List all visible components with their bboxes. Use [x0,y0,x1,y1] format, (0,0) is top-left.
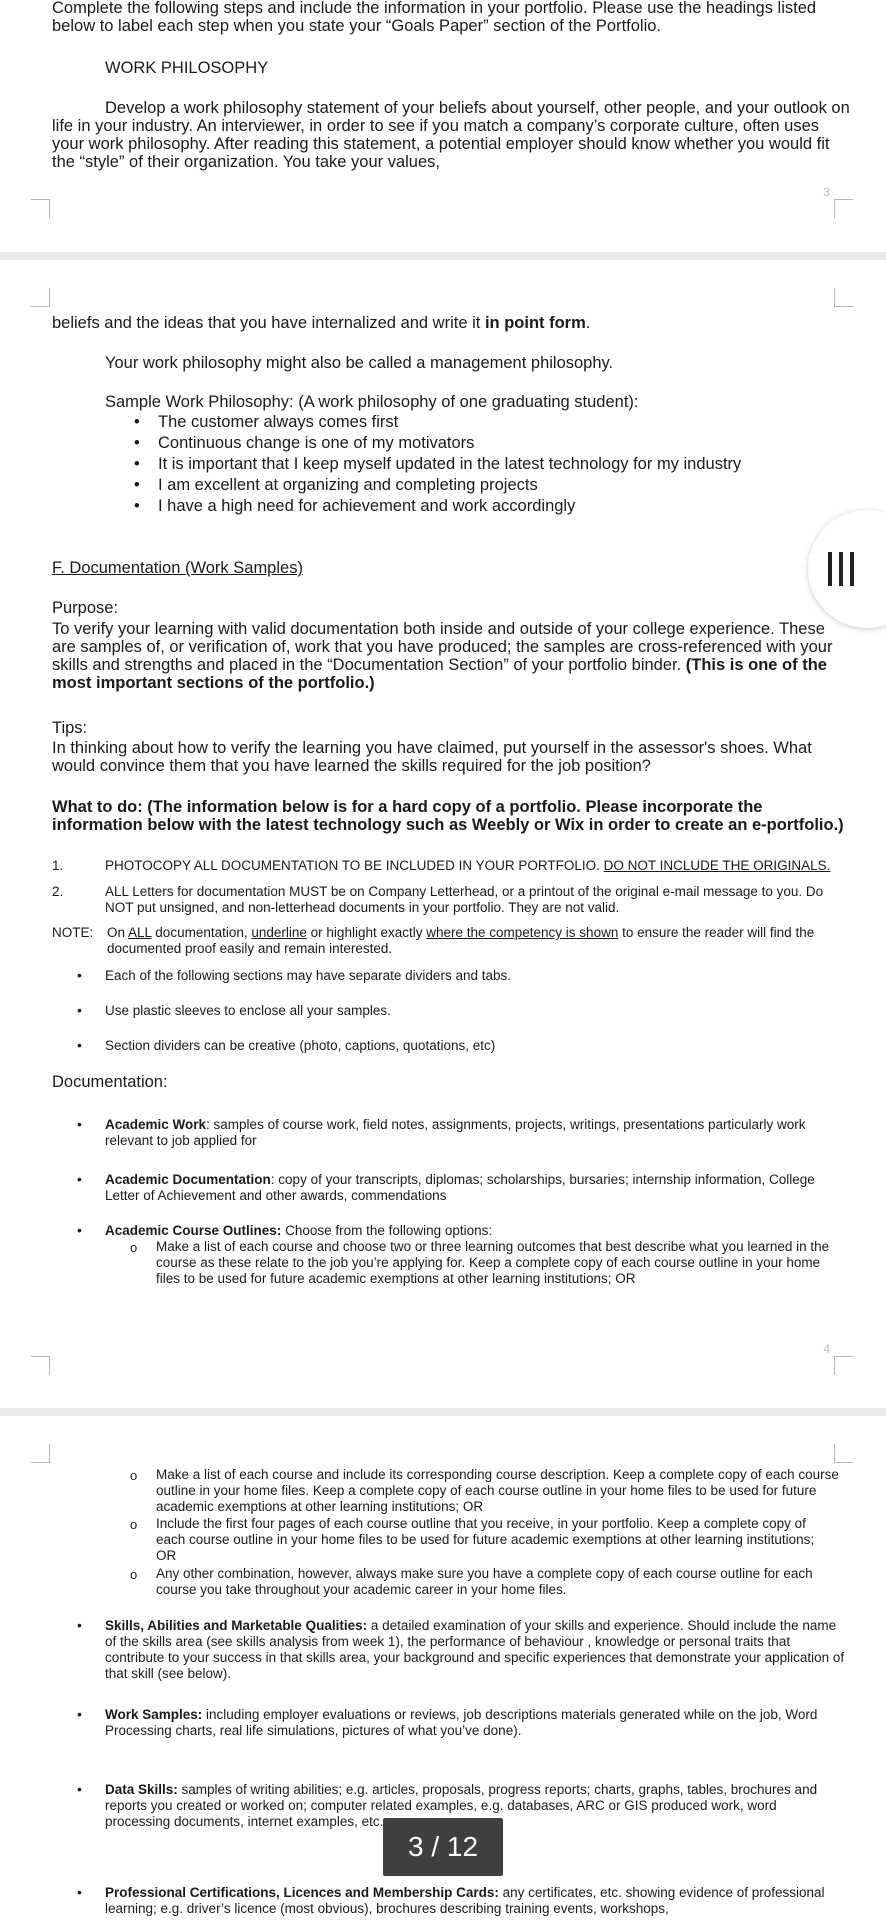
crop-mark [31,1356,50,1375]
step-1-number: 1. [52,858,64,873]
documentation-heading: Documentation: [52,1073,168,1091]
course-outline-option: Any other combination, however, always make sure you have a complete copy of each course outline for each course you take throughout your academic career in your home files. [156,1566,813,1597]
list-item: • Continuous change is one of my motivators [158,433,741,454]
doc-item-data-skills: Data Skills: samples of writing abilities; e.g. articles, proposals, progress reports; charts, graphs, tables, brochures and reports you created or worked on; computer related examples, e.g. databases, ARC or GIS produced work, word processing documents, internet examples, etc. [105,1782,818,1829]
continuation-text: beliefs and the ideas that you have internalized and write it in point form. [52,314,591,332]
purpose-paragraph: To verify your learning with valid documentation both inside and outside of your college experience. These are samples of, or verification of, work that you have produced; the samples are cross-referenced with your skills and strengths and placed in the “Documentation Section” of your portfolio binder. (This is one of the most important sections of the portfolio.) [52,620,833,692]
list-item: • I am excellent at organizing and completing projects [158,475,741,496]
note-text: On ALL documentation, underline or highlight exactly where the competency is shown to ensure the reader will find the documented proof easily and remain interested. [107,925,815,956]
page-number: 4 [823,1342,830,1356]
work-philosophy-paragraph: Develop a work philosophy statement of your beliefs about yourself, other people, and your outlook on life in your industry. An interviewer, in order to see if you match a company’s corporate culture, often uses your work philosophy. After reading this statement, a potential employer should know whether you would fit the “style” of their organization. You take your values, [52,99,850,171]
tip-bullet: Section dividers can be creative (photo, captions, quotations, etc) [105,1038,496,1053]
step-2-text: ALL Letters for documentation MUST be on Company Letterhead, or a printout of the original e-mail message to you. Do NOT put unsigned, and non-letterhead documents in your portfolio. They are not valid. [105,884,824,915]
step-1-text: PHOTOCOPY ALL DOCUMENTATION TO BE INCLUDED IN YOUR PORTFOLIO. DO NOT INCLUDE THE ORIGINALS. [105,858,831,873]
tips-paragraph: In thinking about how to verify the learning you have claimed, put yourself in the assessor's shoes. What would convince them that you have learned the skills required for the job position? [52,739,812,775]
crop-mark [31,1444,50,1463]
course-outline-option: Make a list of each course and include its corresponding course description. Keep a complete copy of each course outline in your home files. Keep a complete copy of each course outline in your home files to be used for future academic exemptions at other learning institutions; OR [156,1467,839,1514]
tip-bullet: Each of the following sections may have separate dividers and tabs. [105,968,511,983]
what-to-do-paragraph: What to do: (The information below is for a hard copy of a portfolio. Please incorporate the information below with the latest technology such as Weebly or Wix in order to create an e-portfolio.) [52,798,844,834]
management-philosophy-text: Your work philosophy might also be called a management philosophy. [105,354,614,372]
crop-mark [31,288,50,307]
doc-item-course-outlines: Academic Course Outlines: Choose from the following options: [105,1223,493,1238]
page-indicator[interactable]: 3 / 12 [383,1818,503,1876]
doc-item-academic-work: Academic Work: samples of course work, field notes, assignments, projects, writings, presentations particularly work relevant to job applied for [105,1117,806,1148]
sample-philosophy-list [158,412,741,517]
hamburger-menu-icon [828,552,854,586]
doc-item-skills: Skills, Abilities and Marketable Qualities: a detailed examination of your skills and experience. Should include the name of the skills area (see skills analysis from week 1), the performance of behaviour , knowledge or personal traits that contribute to your success in that skills area, your background and specific experiences that demonstrate your application of that skill (see below). [105,1618,845,1681]
course-outline-option: Include the first four pages of each course outline that you receive, in your portfolio. Keep a complete copy of each course outline in your home files to be used for future academic exemptions at other learning institutions; OR [156,1516,815,1563]
tip-bullet: Use plastic sleeves to enclose all your samples. [105,1003,391,1018]
section-heading: F. Documentation (Work Samples) [52,559,303,577]
document-page-3 [0,0,886,252]
tips-label: Tips: [52,719,88,737]
crop-mark [834,288,853,307]
sample-philosophy-title: Sample Work Philosophy: (A work philosophy of one graduating student): [105,393,639,411]
course-outline-option: Make a list of each course and choose two or three learning outcomes that best describe what you learned in the course as these relate to the job you’re applying for. Keep a complete copy of each course outline in your home files to be used for future academic exemptions at other learning institutions; OR [156,1239,830,1286]
list-item: • I have a high need for achievement and work accordingly [158,496,741,517]
crop-mark [31,199,50,218]
step-2-number: 2. [52,884,64,899]
intro-paragraph: Complete the following steps and include the information in your portfolio. Please use the headings listed below to label each step when you state your “Goals Paper” section of the Portfolio. [52,0,817,35]
list-item: • It is important that I keep myself updated in the latest technology for my industry [158,454,741,475]
list-item: • The customer always comes first [158,412,741,433]
doc-item-certifications: Professional Certifications, Licences and Membership Cards: any certificates, etc. showing evidence of professional learning; e.g. driver’s licence (most obvious), brochures describing training events, workshops, [105,1885,825,1916]
document-page-5: o Make a list of each course and include its corresponding course description. Keep a complete copy of each course outline in your home files. Keep a complete copy of each course outline in your home files to be used for future academic exemptions at other learning institutions; OR o Include the first four pages of each course outline that you receive, in your portfolio. Keep a complete copy of each course outline in your home files to be used for future academic exemptions at other learning institutions; OR o Any other combination, however, always make sure you have a complete copy of each course outline for each course you take throughout your academic career in your home files. • Skills, Abilities and Marketable Qualities: a detailed examination of your skills and experience. Should include the name of the skills area (see skills analysis from week 1), the performance of behaviour , knowledge or personal traits that contribute to your success in that skills area, your background and specific experiences that demonstrate your application of that skill (see below). • Work Samples: including employer evaluations or reviews, job descriptions materials generated while on the job, Word Processing charts, real life simulations, pictures of what you’ve done). • Data Skills: samples of writing abilities; e.g. articles, proposals, progress reports; charts, graphs, tables, brochures and reports you created or worked on; computer related examples, e.g. databases, ARC or GIS produced work, word processing documents, internet examples, etc. • Professional Certifications, Licences and Membership Cards: any certificates, etc. showing evidence of professional learning; e.g. driver’s licence (most obvious), brochures describing training events, workshops, [0,1416,886,1920]
purpose-label: Purpose: [52,599,119,617]
document-page-4: beliefs and the ideas that you have internalized and write it in point form. Your work philosophy might also be called a management philosophy. Sample Work Philosophy: (A work philosophy of one graduating student): • The customer always comes first • Continuous change is one of my motivators • It is important that I keep myself updated in the latest technology for my industry • I am excellent at organizing and completing projects • I have a high need for achievement and work accordingly F. Documentation (Work Samples) Purpose: To verify your learning with valid documentation both inside and outside of your college experience. These are samples of, or verification of, work that you have produced; the samples are cross-referenced with your skills and strengths and placed in the “Documentation Section” of your portfolio binder. (This is one of the most important sections of the portfolio.) Tips: In thinking about how to verify the learning you have claimed, put yourself in the assessor's shoes. What would convince them that you have learned the skills required for the job position? What to do: (The information below is for a hard copy of a portfolio. Please incorporate the information below with the latest technology such as Weebly or Wix in order to create an e-portfolio.) 1. PHOTOCOPY ALL DOCUMENTATION TO BE INCLUDED IN YOUR PORTFOLIO. DO NOT INCLUDE THE ORIGINALS. 2. ALL Letters for documentation MUST be on Company Letterhead, or a printout of the original e-mail message to you. Do NOT put unsigned, and non-letterhead documents in your portfolio. They are not valid. NOTE: On ALL documentation, underline or highlight exactly where the competency is shown to ensure the reader will find the documented proof easily and remain interested. • Each of the following sections may have separate dividers and tabs. • Use plastic sleeves to enclose all your samples. • Section dividers can be creative (photo, captions, quotations, etc) Documentation: • Academic Work: samples of course work, field notes, assignments, projects, writings, presentations particularly work relevant to job applied for • Academic Documentation: copy of your transcripts, diplomas; scholarships, bursaries; internship information, College Letter of Achievement and other awards, commendations • Academic Course Outlines: Choose from the following options: o Make a list of each course and choose two or three learning outcomes that best describe what you learned in the course as these relate to the job you’re applying for. Keep a complete copy of each course outline in your home files to be used for future academic exemptions at other learning institutions; OR 4 [0,260,886,1408]
doc-item-work-samples: Work Samples: including employer evaluations or reviews, job descriptions materials generated while on the job, Word Processing charts, real life simulations, pictures of what you’ve done). [105,1707,818,1738]
page-number: 3 [823,185,830,199]
crop-mark [834,1444,853,1463]
crop-mark [834,1356,853,1375]
crop-mark [834,199,853,218]
note-label: NOTE: [52,925,94,940]
doc-item-academic-documentation: Academic Documentation: copy of your transcripts, diplomas; scholarships, bursaries; internship information, College Letter of Achievement and other awards, commendations [105,1172,815,1203]
work-philosophy-heading: WORK PHILOSOPHY [105,59,269,77]
